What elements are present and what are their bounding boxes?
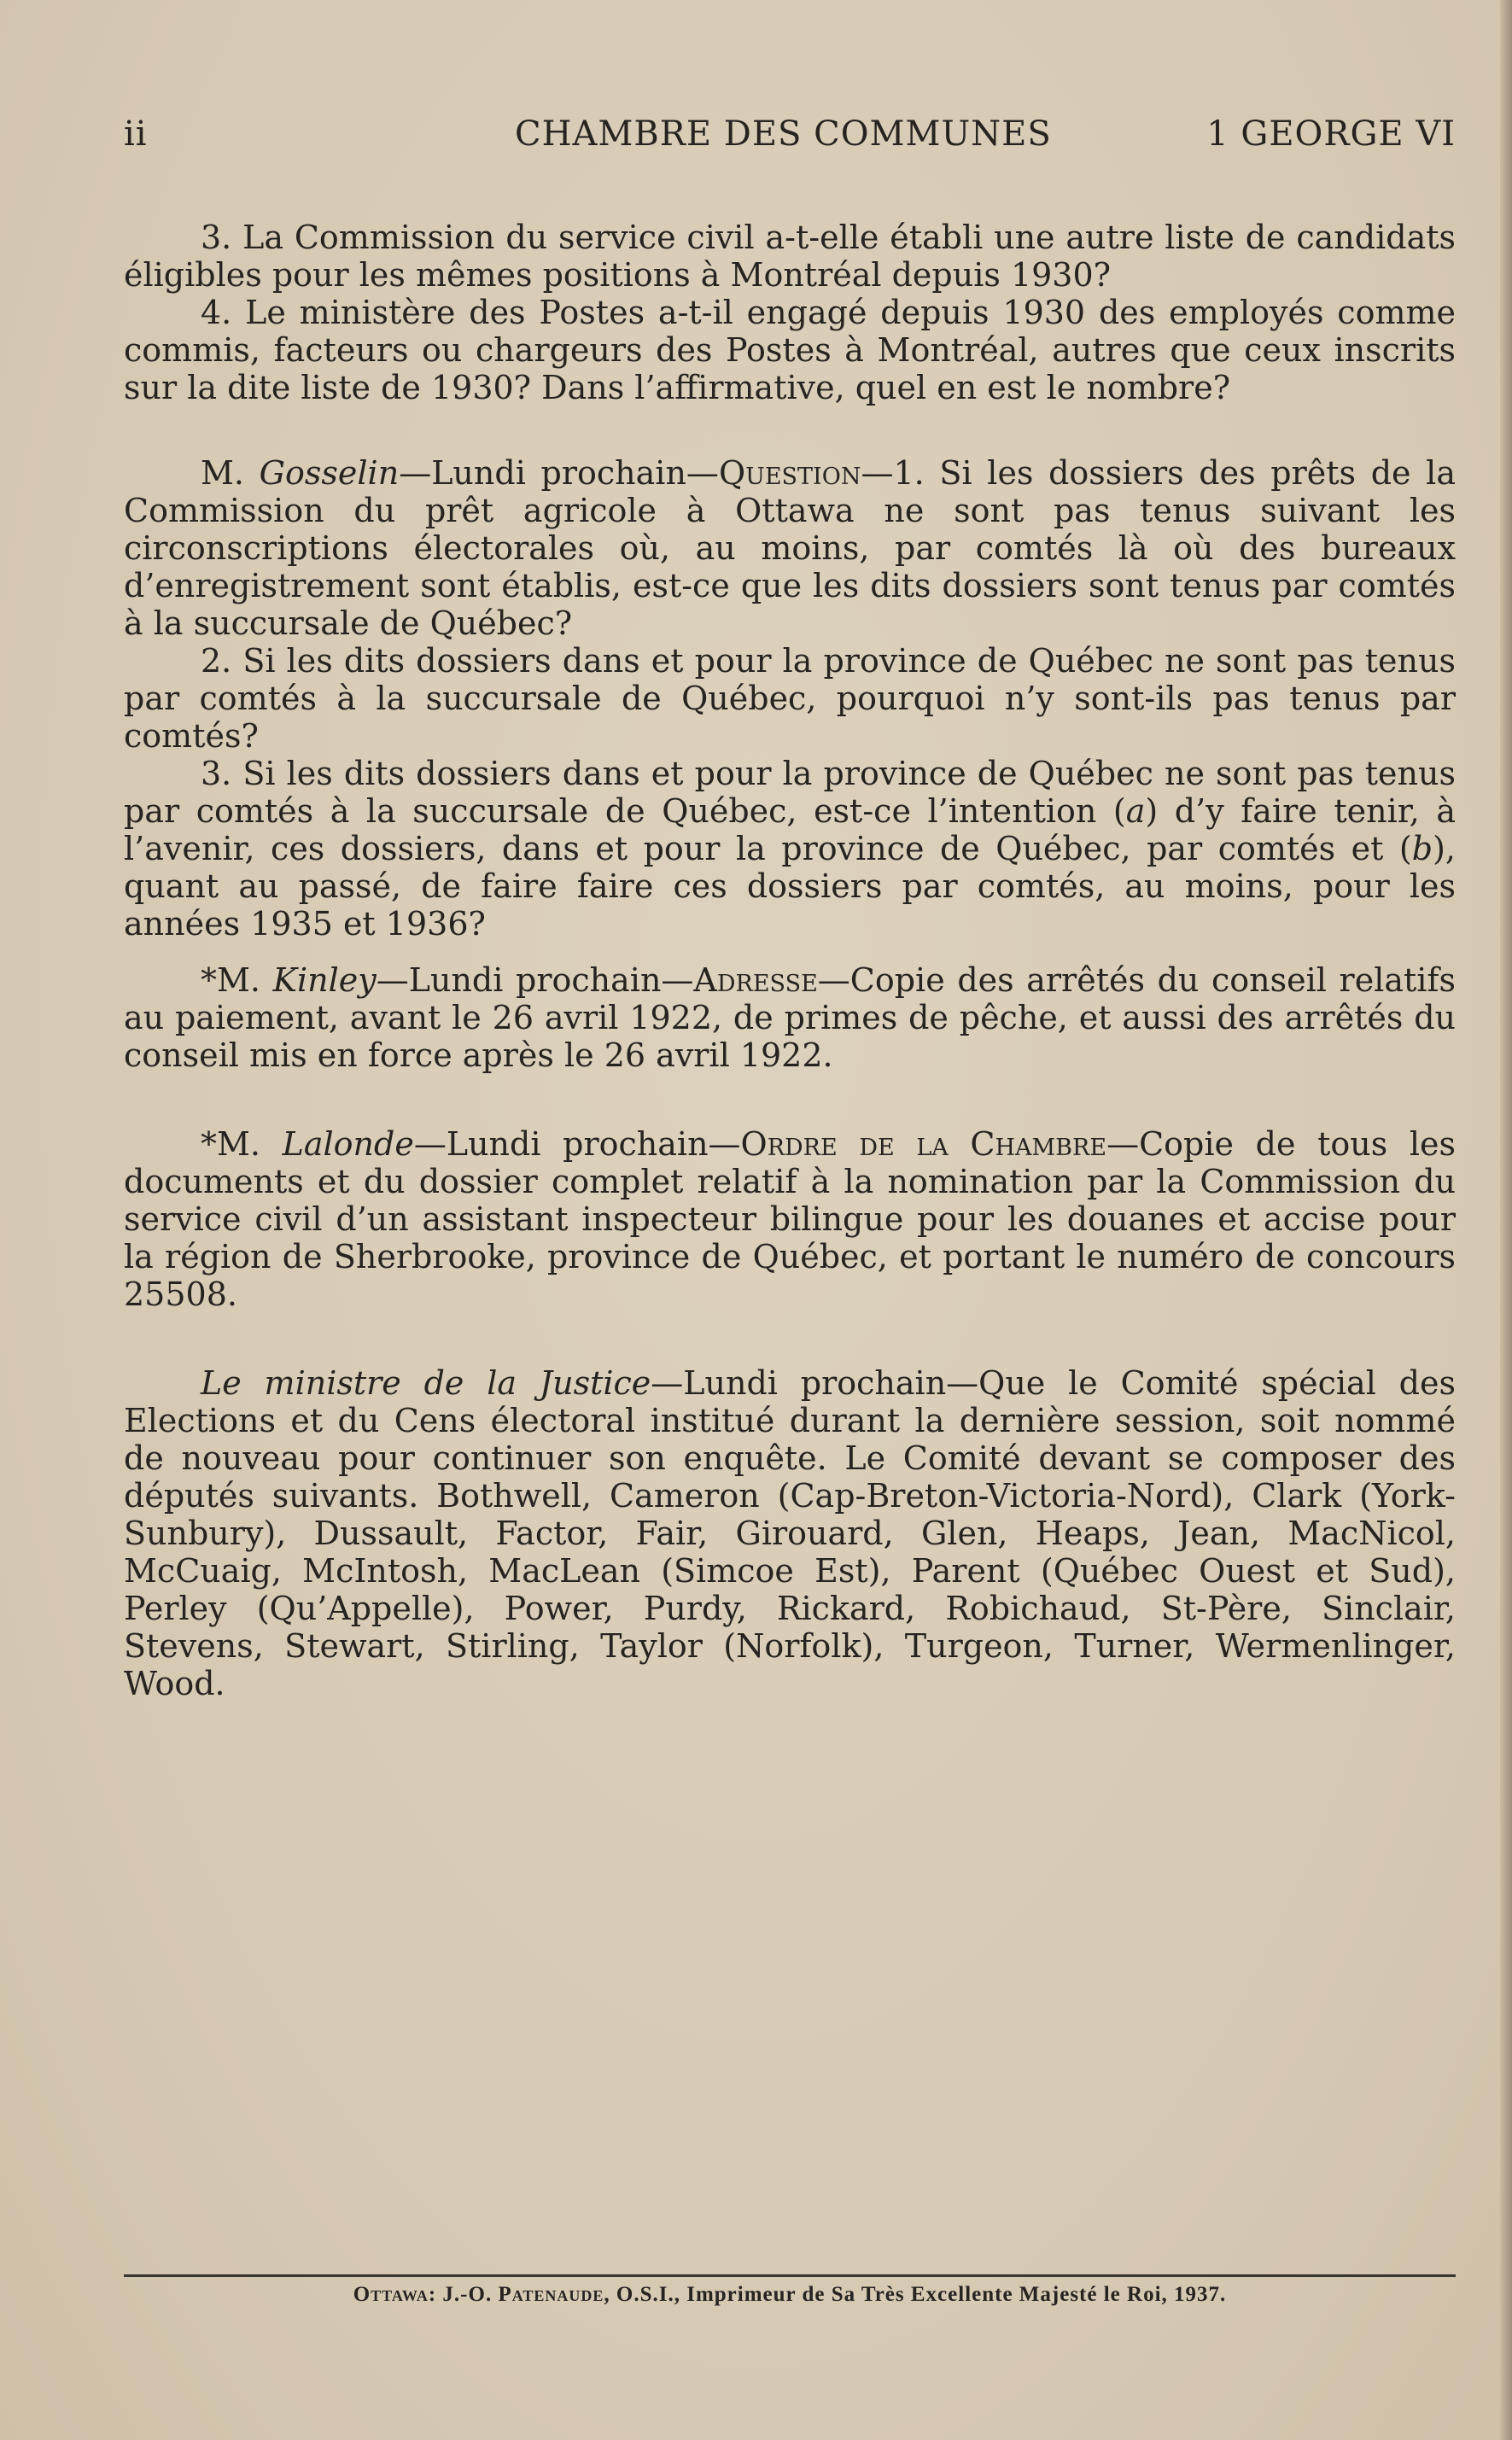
gosselin-text-3a: 3. Si les dits dossiers dans et pour la province de Québec ne sont pas tenus par comtés à la succursale de Québec, est-ce l’intention ( — [124, 755, 1456, 830]
question-item-3: 3. La Commission du service civil a-t-elle établi une autre liste de candidats éligibles pour les mêmes positions à Montréal depuis 1930? — [124, 219, 1456, 294]
kinley-text — [124, 961, 1456, 1074]
member-prefix: *M. — [201, 961, 273, 999]
member-name: Gosselin — [259, 454, 400, 492]
gosselin-text-3b: ) d’y faire tenir, à l’avenir, ces dossiers, dans et pour la province de Québec, par comtés et ( — [124, 792, 1457, 867]
imprint-printer: J.-O. Patenaude — [442, 2283, 604, 2306]
imprint-city: Ottawa — [353, 2283, 429, 2306]
gosselin-item-3 — [124, 755, 1456, 943]
page-number: ii — [124, 114, 148, 154]
notice-kind: Ordre de la Chambre — [740, 1125, 1107, 1163]
gosselin-item-1 — [124, 454, 1456, 642]
footer-rule — [124, 2274, 1456, 2277]
running-reign: 1 GEORGE VI — [1206, 114, 1456, 154]
running-title: CHAMBRE DES COMMUNES — [515, 114, 1052, 154]
notice-kind: Adresse — [693, 961, 818, 999]
notice-gosselin — [124, 454, 1456, 943]
justice-text — [124, 1364, 1456, 1702]
member-prefix: M. — [201, 454, 260, 492]
item-letter-b: b — [1411, 830, 1433, 867]
gosselin-text-1: —1. Si les dossiers des prêts de la Commission du prêt agricole à Ottawa ne sont pas tenus suivant les circonscriptions électorales où, au moins, par comtés là où des bureaux d’enregistrement sont établis, est-ce que les dits dossiers sont tenus par comtés à la succursale de Québec? — [124, 454, 1456, 642]
lalonde-text — [124, 1125, 1456, 1313]
imprint-separator: : — [428, 2283, 443, 2306]
document-page — [124, 0, 1456, 2440]
member-name: Le ministre de la Justice — [201, 1364, 651, 1402]
gosselin-text-3c: ), quant au passé, de faire faire ces dossiers par comtés, au moins, pour les années 1935 et 1936? — [124, 830, 1456, 943]
notice-date: —Lundi prochain— — [399, 454, 719, 492]
imprint-rest: , O.S.I., Imprimeur de Sa Très Excellente Majesté le Roi, 1937. — [604, 2283, 1227, 2306]
running-head — [124, 114, 1456, 166]
notice-date: —Lundi prochain— — [376, 961, 694, 999]
page-edge-shadow — [1500, 0, 1512, 2440]
notice-body: —Lundi prochain—Que le Comité spécial des Elections et du Cens électoral institué durant la dernière session, soit nommé de nouveau pour continuer son enquête. Le Comité devant se composer des députés suivants. Bothwell, Cameron (Cap-Breton-Victoria-Nord), Clark (York-Sunbury), Dussault, Factor, Fair, Girouard, Glen, Heaps, Jean, MacNicol, McCuaig, McIntosh, MacLean (Simcoe Est), Parent (Québec Ouest et Sud), Perley (Qu’Appelle), Power, Purdy, Rickard, Robichaud, St-Père, Sinclair, Stevens, Stewart, Stirling, Taylor (Norfolk), Turgeon, Turner, Wermenlinger, Wood. — [124, 1364, 1456, 1702]
member-name: Lalonde — [282, 1125, 414, 1163]
item-letter-a: a — [1125, 792, 1146, 830]
question-continuation — [124, 219, 1456, 406]
notice-kind: Question — [718, 454, 861, 492]
gosselin-item-2: 2. Si les dits dossiers dans et pour la province de Québec ne sont pas tenus par comtés à la succursale de Québec, pourquoi n’y sont-ils pas tenus par comtés? — [124, 642, 1456, 755]
notice-lalonde — [124, 1125, 1456, 1313]
notice-justice — [124, 1364, 1456, 1702]
imprint — [124, 2283, 1456, 2307]
member-prefix: *M. — [201, 1125, 283, 1163]
notice-body: —Copie des arrêtés du conseil relatifs au paiement, avant le 26 avril 1922, de primes de pêche, et aussi des arrêtés du conseil mis en force après le 26 avril 1922. — [124, 961, 1456, 1074]
question-item-4: 4. Le ministère des Postes a-t-il engagé depuis 1930 des employés comme commis, facteurs ou chargeurs des Postes à Montréal, autres que ceux inscrits sur la dite liste de 1930? Dans l’affirmative, quel en est le nombre? — [124, 294, 1456, 406]
notice-date: —Lundi prochain— — [413, 1125, 741, 1163]
notice-body: —Copie de tous les documents et du dossier complet relatif à la nomination par la Commission du service civil d’un assistant inspecteur bilingue pour les douanes et accise pour la région de Sherbrooke, province de Québec, et portant le numéro de concours 25508. — [124, 1125, 1456, 1313]
member-name: Kinley — [272, 961, 377, 999]
notice-kinley — [124, 961, 1456, 1074]
